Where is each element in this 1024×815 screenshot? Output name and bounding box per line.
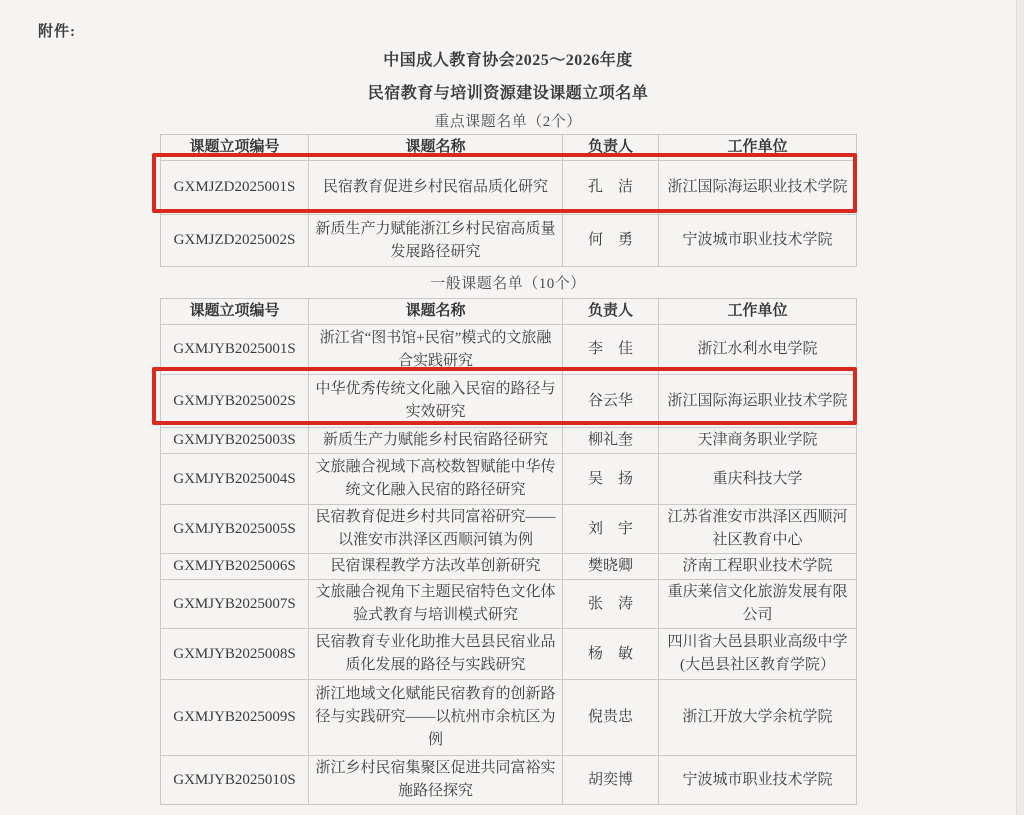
cell-unit: 浙江国际海运职业技术学院 (659, 375, 857, 428)
cell-project-id: GXMJYB2025004S (161, 454, 309, 505)
cell-unit: 重庆莱信文化旅游发展有限公司 (659, 580, 857, 629)
cell-project-id: GXMJYB2025006S (161, 554, 309, 580)
cell-leader: 倪贵忠 (563, 680, 659, 756)
table-row (161, 454, 857, 505)
cell-unit: 浙江水利水电学院 (659, 325, 857, 375)
document-title-line1: 中国成人教育协会2025～2026年度 (383, 52, 633, 69)
key-section-title: 重点课题名单（2个） (434, 114, 582, 130)
table-row (161, 756, 857, 805)
key-projects-table (160, 134, 857, 267)
cell-unit: 江苏省淮安市洪泽区西顺河社区教育中心 (659, 505, 857, 554)
general-projects-table (160, 298, 857, 805)
cell-unit: 天津商务职业学院 (659, 428, 857, 454)
table-row (161, 428, 857, 454)
cell-leader: 胡奕博 (563, 756, 659, 805)
cell-project-name: 民宿教育促进乡村民宿品质化研究 (309, 161, 563, 215)
col-header-unit: 工作单位 (659, 135, 857, 161)
cell-leader: 李 佳 (563, 325, 659, 375)
cell-leader: 谷云华 (563, 375, 659, 428)
cell-unit: 重庆科技大学 (659, 454, 857, 505)
cell-project-id: GXMJYB2025002S (161, 375, 309, 428)
table-row (161, 505, 857, 554)
table-row (161, 580, 857, 629)
table-row (161, 325, 857, 375)
cell-project-id: GXMJYB2025007S (161, 580, 309, 629)
cell-project-id: GXMJYB2025009S (161, 680, 309, 756)
cell-project-id: GXMJYB2025001S (161, 325, 309, 375)
cell-project-id: GXMJYB2025005S (161, 505, 309, 554)
col-header-project-name: 课题名称 (309, 299, 563, 325)
col-header-project-id: 课题立项编号 (161, 299, 309, 325)
scrollbar-track[interactable] (1016, 0, 1024, 815)
attachment-label: 附件: (38, 24, 76, 40)
cell-project-id: GXMJYB2025003S (161, 428, 309, 454)
cell-project-id: GXMJYB2025010S (161, 756, 309, 805)
cell-project-id: GXMJZD2025002S (161, 215, 309, 267)
col-header-project-id: 课题立项编号 (161, 135, 309, 161)
cell-leader: 杨 敏 (563, 629, 659, 680)
col-header-unit: 工作单位 (659, 299, 857, 325)
cell-unit: 济南工程职业技术学院 (659, 554, 857, 580)
cell-project-name: 浙江省“图书馆+民宿”模式的文旅融合实践研究 (309, 325, 563, 375)
cell-project-name: 浙江乡村民宿集聚区促进共同富裕实施路径探究 (309, 756, 563, 805)
table-header-row (161, 135, 857, 161)
table-row (161, 629, 857, 680)
general-section-title: 一般课题名单（10个） (430, 276, 586, 292)
table-row (161, 375, 857, 428)
cell-leader: 孔 洁 (563, 161, 659, 215)
cell-leader: 刘 宇 (563, 505, 659, 554)
cell-leader: 樊晓卿 (563, 554, 659, 580)
col-header-leader: 负责人 (563, 299, 659, 325)
document-title-line2: 民宿教育与培训资源建设课题立项名单 (367, 85, 649, 102)
table-row (161, 554, 857, 580)
cell-unit: 浙江国际海运职业技术学院 (659, 161, 857, 215)
cell-project-name: 民宿教育专业化助推大邑县民宿业品质化发展的路径与实践研究 (309, 629, 563, 680)
cell-unit: 宁波城市职业技术学院 (659, 756, 857, 805)
col-header-project-name: 课题名称 (309, 135, 563, 161)
cell-leader: 张 涛 (563, 580, 659, 629)
cell-leader: 柳礼奎 (563, 428, 659, 454)
cell-project-id: GXMJZD2025001S (161, 161, 309, 215)
cell-unit: 宁波城市职业技术学院 (659, 215, 857, 267)
table-row (161, 215, 857, 267)
cell-unit: 浙江开放大学余杭学院 (659, 680, 857, 756)
table-header-row (161, 299, 857, 325)
table-row (161, 161, 857, 215)
cell-project-id: GXMJYB2025008S (161, 629, 309, 680)
cell-leader: 吴 扬 (563, 454, 659, 505)
cell-project-name: 中华优秀传统文化融入民宿的路径与实效研究 (309, 375, 563, 428)
cell-project-name: 文旅融合视域下高校数智赋能中华传统文化融入民宿的路径研究 (309, 454, 563, 505)
col-header-leader: 负责人 (563, 135, 659, 161)
cell-leader: 何 勇 (563, 215, 659, 267)
cell-project-name: 新质生产力赋能乡村民宿路径研究 (309, 428, 563, 454)
cell-unit: 四川省大邑县职业高级中学(大邑县社区教育学院） (659, 629, 857, 680)
cell-project-name: 文旅融合视角下主题民宿特色文化体验式教育与培训模式研究 (309, 580, 563, 629)
cell-project-name: 浙江地域文化赋能民宿教育的创新路径与实践研究——以杭州市余杭区为例 (309, 680, 563, 756)
cell-project-name: 民宿教育促进乡村共同富裕研究——以淮安市洪泽区西顺河镇为例 (309, 505, 563, 554)
cell-project-name: 新质生产力赋能浙江乡村民宿高质量发展路径研究 (309, 215, 563, 267)
table-row (161, 680, 857, 756)
cell-project-name: 民宿课程教学方法改革创新研究 (309, 554, 563, 580)
